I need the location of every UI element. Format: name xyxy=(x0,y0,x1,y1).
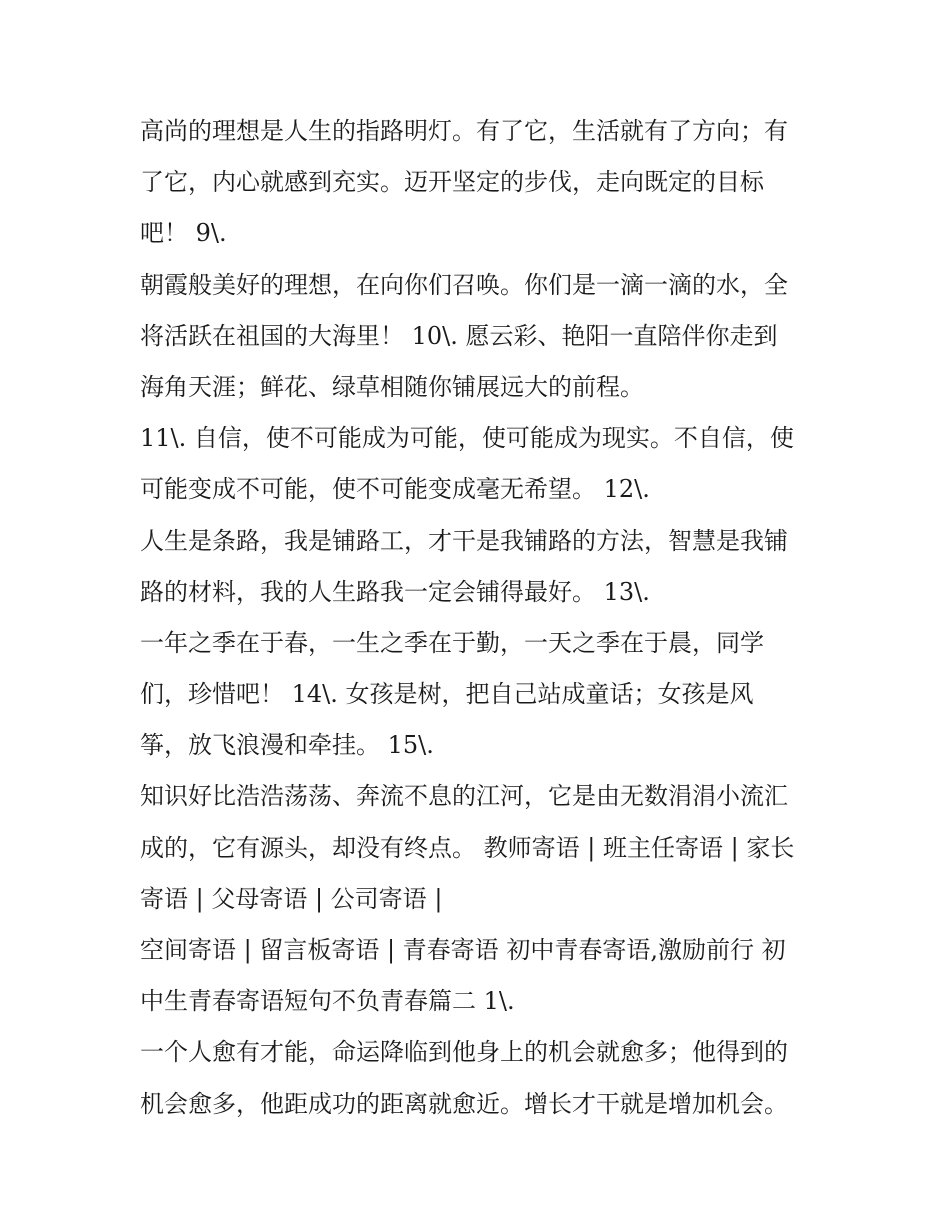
text-line: 人生是条路，我是铺路工，才干是我铺路的方法，智慧是我铺 xyxy=(140,526,788,555)
text-line: 们，珍惜吧！ 14\. 女孩是树，把自己站成童话；女孩是风 xyxy=(140,680,754,709)
text-line: 寄语 | 父母寄语 | 公司寄语 | xyxy=(140,884,443,913)
text-line: 朝霞般美好的理想，在向你们召唤。你们是一滴一滴的水，全 xyxy=(140,270,788,299)
text-line: 高尚的理想是人生的指路明灯。有了它，生活就有了方向；有 xyxy=(140,117,788,145)
body-text xyxy=(140,106,820,1130)
text-line: 将活跃在祖国的大海里！ 10\. 愿云彩、艳阳一直陪伴你走到 xyxy=(140,321,778,350)
text-line: 一个人愈有才能，命运降临到他身上的机会就愈多；他得到的 xyxy=(140,1038,788,1067)
text-line: 知识好比浩浩荡荡、奔流不息的江河，它是由无数涓涓小流汇 xyxy=(140,782,788,811)
text-line: 筝，放飞浪漫和牵挂。 15\. xyxy=(140,731,434,760)
text-line: 机会愈多，他距成功的距离就愈近。增长才干就是增加机会。 xyxy=(140,1089,788,1118)
text-line: 一年之季在于春，一生之季在于勤，一天之季在于晨，同学 xyxy=(140,628,764,657)
text-line: 吧！ 9\. xyxy=(140,219,227,248)
text-line: 海角天涯；鲜花、绿草相随你铺展远大的前程。 xyxy=(140,372,644,401)
text-line: 空间寄语 | 留言板寄语 | 青春寄语 初中青春寄语,激励前行 初 xyxy=(140,936,786,964)
text-line: 可能变成不可能，使不可能变成毫无希望。 12\. xyxy=(140,475,650,504)
text-line: 成的，它有源头，却没有终点。 教师寄语 | 班主任寄语 | 家长 xyxy=(140,833,795,862)
text-line: 路的材料，我的人生路我一定会铺得最好。 13\. xyxy=(140,577,650,606)
text-line: 11\. 自信，使不可能成为可能，使可能成为现实。不自信，使 xyxy=(140,424,794,453)
text-line: 中生青春寄语短句不负青春篇二 1\. xyxy=(140,987,515,1016)
text-line: 了它，内心就感到充实。迈开坚定的步伐，走向既定的目标 xyxy=(140,168,764,197)
